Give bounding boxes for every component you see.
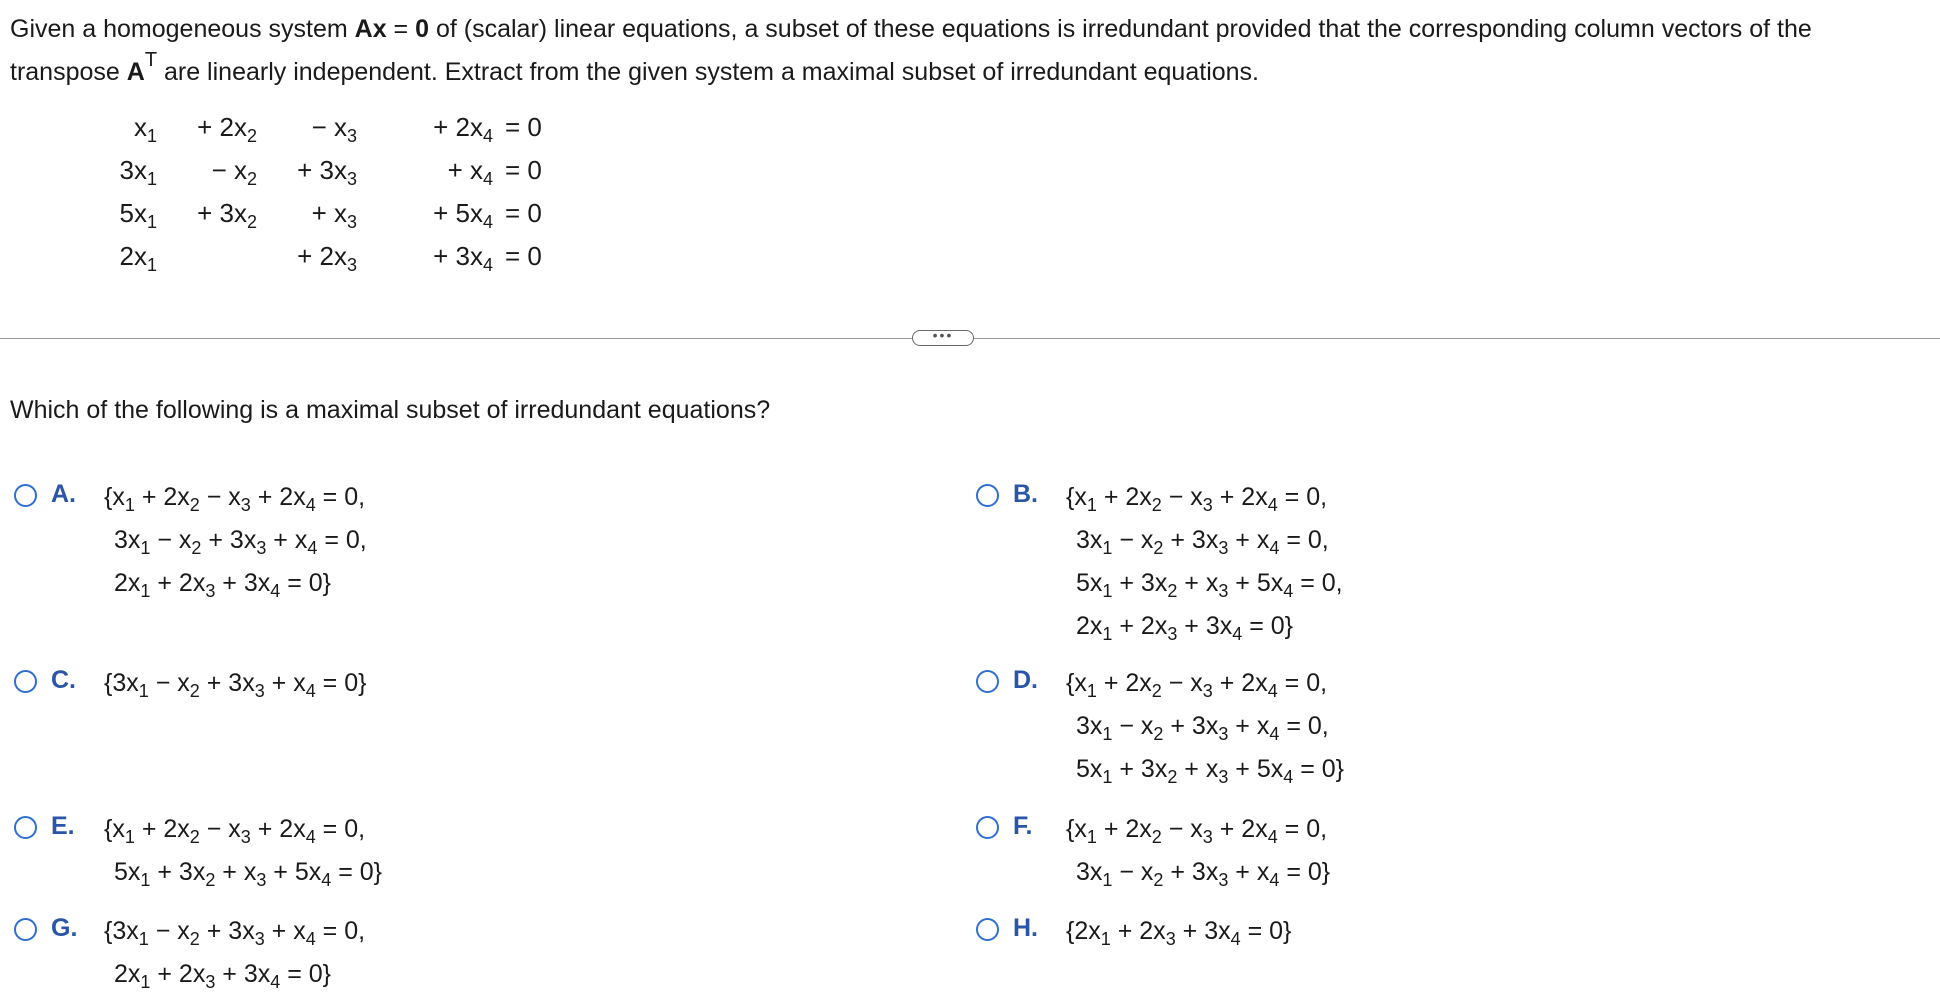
option-equation-line: $3x_1 - x_2 + 3x_3 + x_4 = 0$} — [1076, 858, 1331, 890]
option-equation-line: {$3x_1 - x_2 + 3x_3 + x_4 = 0$, — [104, 917, 366, 949]
zero-vector: 0 — [415, 15, 430, 43]
option-letter: A. — [51, 480, 76, 508]
option-equation-line: {$x_1 + 2x_2 - x_3 + 2x_4 = 0$, — [1066, 483, 1328, 515]
option-equations — [1066, 480, 1343, 652]
system-term: − $x_3$ — [311, 112, 357, 146]
system-term: − $x_2$ — [211, 155, 257, 189]
radio-button[interactable] — [976, 670, 999, 693]
system-term: + $x_3$ — [311, 198, 357, 232]
system-term: + $5x_4$ — [433, 198, 493, 232]
option-equation-line: {$x_1 + 2x_2 - x_3 + 2x_4 = 0$, — [104, 483, 366, 515]
option-letter: B. — [1013, 480, 1038, 508]
radio-button[interactable] — [14, 484, 37, 507]
problem-text: are linearly independent. Extract from the given system a maximal subset of irredundant equations. — [157, 58, 1259, 86]
radio-button[interactable] — [976, 816, 999, 839]
system-term: + $2x_2$ — [197, 112, 257, 146]
system-term: $5x_1$ — [119, 198, 157, 232]
problem-line-1 — [10, 8, 1910, 51]
option-equation-line: $2x_1 + 2x_3 + 3x_4 = 0$} — [114, 960, 332, 992]
option-equation-line: $\{2x_1 + 2x_3 + 3x_4 = 0\}$ — [1066, 917, 1292, 949]
system-term: + $x_4$ — [447, 155, 493, 189]
problem-line-2 — [10, 51, 1910, 96]
option-equation-line: $3x_1 - x_2 + 3x_3 + x_4 = 0$, — [114, 526, 367, 558]
option-equations — [1066, 812, 1330, 898]
system-term: = 0 — [505, 112, 542, 142]
system-term: $3x_1$ — [119, 155, 157, 189]
matrix-a: A — [126, 58, 145, 86]
system-term: + $2x_3$ — [297, 241, 357, 275]
system-term: $2x_1$ — [119, 241, 157, 275]
system-term: + $2x_4$ — [433, 112, 493, 146]
system-term: = 0 — [505, 241, 542, 271]
option-equation-line: $2x_1 + 2x_3 + 3x_4 = 0$} — [1076, 612, 1294, 644]
option-equation-line: {$x_1 + 2x_2 - x_3 + 2x_4 = 0$, — [1066, 815, 1328, 847]
option-letter: E. — [51, 812, 75, 840]
option-equations — [104, 666, 366, 709]
radio-button[interactable] — [976, 484, 999, 507]
option-equation-line: $3x_1 - x_2 + 3x_3 + x_4 = 0$, — [1076, 526, 1329, 558]
matrix-ax: Ax — [354, 15, 387, 43]
more-button[interactable]: ••• — [912, 330, 974, 346]
radio-button[interactable] — [14, 816, 37, 839]
option-equation-line: $5x_1 + 3x_2 + x_3 + 5x_4 = 0$} — [114, 858, 383, 890]
problem-text: = — [386, 15, 416, 43]
option-equation-line: $\{3x_1 - x_2 + 3x_3 + x_4 = 0\}$ — [104, 669, 367, 701]
option-equation-line: $3x_1 - x_2 + 3x_3 + x_4 = 0$, — [1076, 712, 1329, 744]
option-equation-line: {$x_1 + 2x_2 - x_3 + 2x_4 = 0$, — [1066, 669, 1328, 701]
option-letter: F. — [1013, 812, 1033, 840]
option-letter: H. — [1013, 914, 1038, 942]
option-equation-line: {$x_1 + 2x_2 - x_3 + 2x_4 = 0$, — [104, 815, 366, 847]
option-equations — [1066, 666, 1344, 795]
system-term: $x_1$ — [133, 112, 157, 146]
option-equation-line: $2x_1 + 2x_3 + 3x_4 = 0$} — [114, 569, 332, 601]
question-text: Which of the following is a maximal subset of irredundant equations? — [10, 396, 771, 424]
option-letter: D. — [1013, 666, 1038, 694]
option-equations — [104, 812, 382, 898]
problem-text: of (scalar) linear equations, a subset of these equations is irredundant provided that the corresponding column vectors of the — [429, 15, 1812, 43]
radio-button[interactable] — [14, 918, 37, 941]
radio-button[interactable] — [976, 918, 999, 941]
problem-statement — [10, 8, 1910, 96]
option-letter: C. — [51, 666, 76, 694]
option-equation-line: $5x_1 + 3x_2 + x_3 + 5x_4 = 0$} — [1076, 755, 1345, 787]
radio-button[interactable] — [14, 670, 37, 693]
system-term: + $3x_4$ — [433, 241, 493, 275]
system-term: + $3x_3$ — [297, 155, 357, 189]
problem-text: Given a homogeneous system — [10, 15, 355, 43]
system-term: = 0 — [505, 155, 542, 185]
problem-text: transpose — [10, 58, 127, 86]
option-equations — [1066, 914, 1291, 957]
system-term: = 0 — [505, 198, 542, 228]
system-term: + $3x_2$ — [197, 198, 257, 232]
option-equations — [104, 914, 365, 1000]
option-letter: G. — [51, 914, 78, 942]
option-equation-line: $5x_1 + 3x_2 + x_3 + 5x_4 = 0$, — [1076, 569, 1343, 601]
transpose-superscript: T — [144, 49, 158, 71]
option-equations — [104, 480, 367, 609]
